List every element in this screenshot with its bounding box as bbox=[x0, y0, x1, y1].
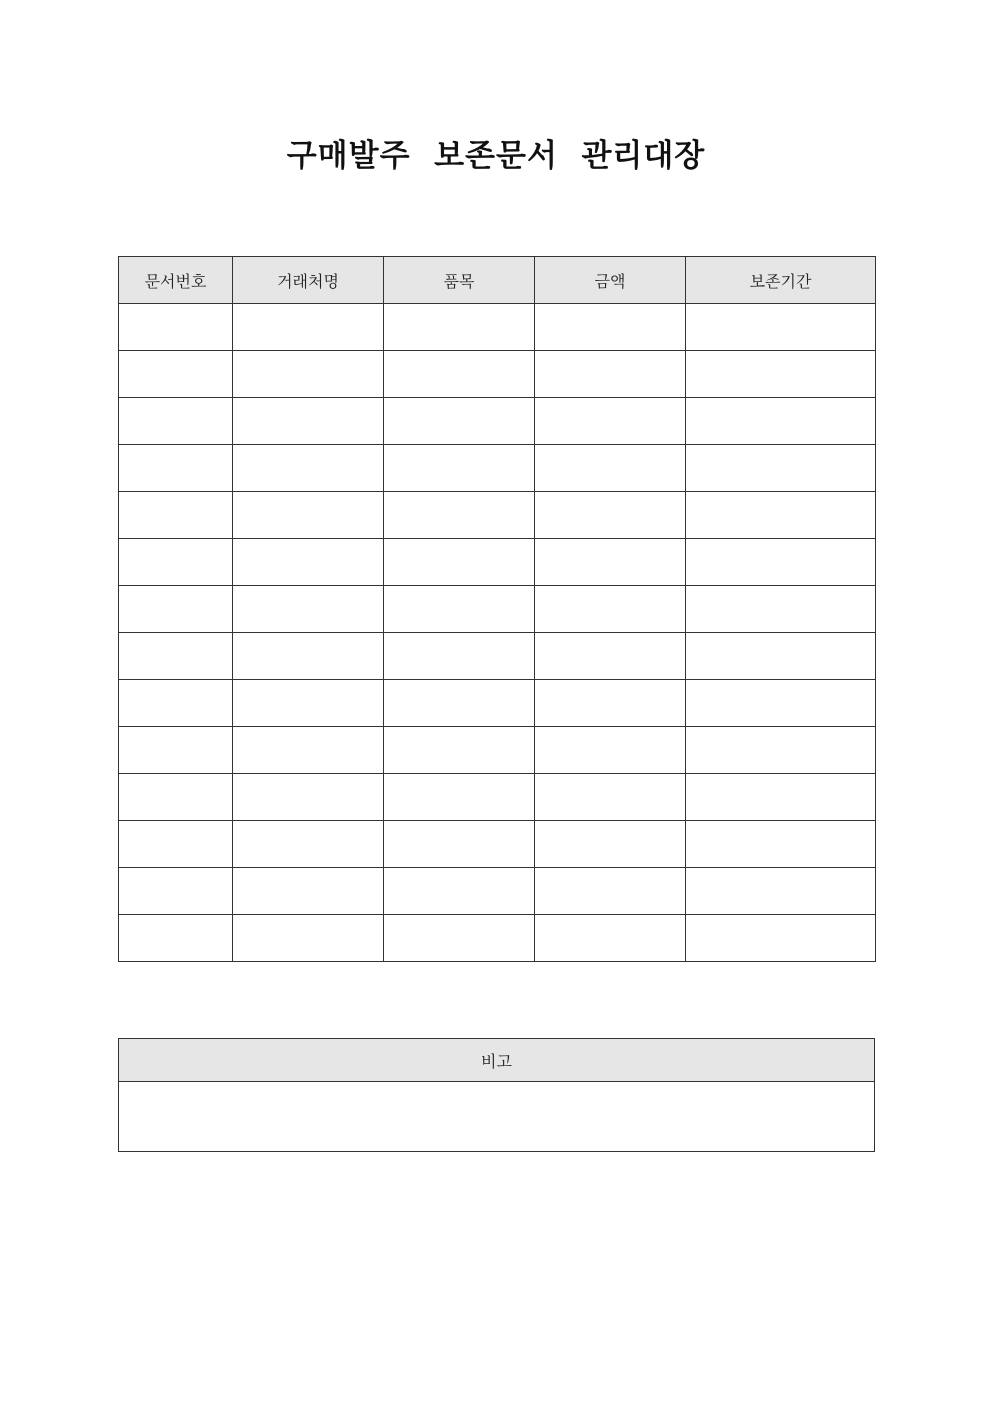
table-row bbox=[119, 304, 876, 351]
cell-document-number[interactable] bbox=[119, 304, 233, 351]
cell-amount[interactable] bbox=[535, 633, 686, 680]
header-item: 품목 bbox=[384, 257, 535, 304]
cell-item[interactable] bbox=[384, 774, 535, 821]
cell-document-number[interactable] bbox=[119, 633, 233, 680]
cell-vendor-name[interactable] bbox=[233, 398, 384, 445]
cell-document-number[interactable] bbox=[119, 774, 233, 821]
cell-document-number[interactable] bbox=[119, 821, 233, 868]
cell-item[interactable] bbox=[384, 445, 535, 492]
cell-document-number[interactable] bbox=[119, 445, 233, 492]
table-row bbox=[119, 351, 876, 398]
cell-vendor-name[interactable] bbox=[233, 915, 384, 962]
cell-document-number[interactable] bbox=[119, 539, 233, 586]
ledger-header bbox=[119, 257, 876, 304]
cell-amount[interactable] bbox=[535, 539, 686, 586]
cell-amount[interactable] bbox=[535, 915, 686, 962]
table-row bbox=[119, 680, 876, 727]
cell-document-number[interactable] bbox=[119, 915, 233, 962]
cell-amount[interactable] bbox=[535, 727, 686, 774]
cell-vendor-name[interactable] bbox=[233, 351, 384, 398]
table-row bbox=[119, 633, 876, 680]
cell-retention-period[interactable] bbox=[686, 492, 876, 539]
cell-retention-period[interactable] bbox=[686, 821, 876, 868]
ledger-body bbox=[119, 304, 876, 962]
cell-item[interactable] bbox=[384, 586, 535, 633]
cell-retention-period[interactable] bbox=[686, 868, 876, 915]
cell-item[interactable] bbox=[384, 492, 535, 539]
ledger-table bbox=[118, 256, 876, 962]
cell-item[interactable] bbox=[384, 539, 535, 586]
header-vendor-name: 거래처명 bbox=[233, 257, 384, 304]
cell-document-number[interactable] bbox=[119, 680, 233, 727]
cell-item[interactable] bbox=[384, 915, 535, 962]
cell-document-number[interactable] bbox=[119, 351, 233, 398]
cell-item[interactable] bbox=[384, 351, 535, 398]
cell-vendor-name[interactable] bbox=[233, 727, 384, 774]
table-row bbox=[119, 539, 876, 586]
cell-document-number[interactable] bbox=[119, 727, 233, 774]
cell-amount[interactable] bbox=[535, 351, 686, 398]
header-document-number: 문서번호 bbox=[119, 257, 233, 304]
cell-amount[interactable] bbox=[535, 868, 686, 915]
cell-document-number[interactable] bbox=[119, 868, 233, 915]
cell-retention-period[interactable] bbox=[686, 351, 876, 398]
cell-amount[interactable] bbox=[535, 304, 686, 351]
cell-vendor-name[interactable] bbox=[233, 868, 384, 915]
cell-item[interactable] bbox=[384, 680, 535, 727]
cell-document-number[interactable] bbox=[119, 492, 233, 539]
cell-item[interactable] bbox=[384, 727, 535, 774]
cell-vendor-name[interactable] bbox=[233, 633, 384, 680]
header-amount: 금액 bbox=[535, 257, 686, 304]
cell-retention-period[interactable] bbox=[686, 586, 876, 633]
table-row bbox=[119, 915, 876, 962]
table-row bbox=[119, 492, 876, 539]
cell-vendor-name[interactable] bbox=[233, 774, 384, 821]
cell-item[interactable] bbox=[384, 868, 535, 915]
cell-retention-period[interactable] bbox=[686, 304, 876, 351]
table-row bbox=[119, 868, 876, 915]
table-row bbox=[119, 398, 876, 445]
header-row bbox=[119, 257, 876, 304]
cell-vendor-name[interactable] bbox=[233, 304, 384, 351]
cell-retention-period[interactable] bbox=[686, 680, 876, 727]
cell-amount[interactable] bbox=[535, 774, 686, 821]
table-row bbox=[119, 727, 876, 774]
table-row bbox=[119, 774, 876, 821]
header-retention-period: 보존기간 bbox=[686, 257, 876, 304]
cell-document-number[interactable] bbox=[119, 398, 233, 445]
cell-retention-period[interactable] bbox=[686, 727, 876, 774]
cell-document-number[interactable] bbox=[119, 586, 233, 633]
cell-amount[interactable] bbox=[535, 492, 686, 539]
cell-amount[interactable] bbox=[535, 680, 686, 727]
cell-retention-period[interactable] bbox=[686, 915, 876, 962]
remarks-label: 비고 bbox=[119, 1039, 875, 1082]
page-title: 구매발주 보존문서 관리대장 bbox=[286, 138, 706, 174]
cell-amount[interactable] bbox=[535, 586, 686, 633]
cell-vendor-name[interactable] bbox=[233, 445, 384, 492]
table-row bbox=[119, 445, 876, 492]
remarks-table bbox=[118, 1038, 875, 1152]
cell-vendor-name[interactable] bbox=[233, 492, 384, 539]
cell-vendor-name[interactable] bbox=[233, 539, 384, 586]
cell-retention-period[interactable] bbox=[686, 633, 876, 680]
cell-vendor-name[interactable] bbox=[233, 821, 384, 868]
remarks-header-row bbox=[119, 1039, 875, 1082]
cell-vendor-name[interactable] bbox=[233, 586, 384, 633]
cell-retention-period[interactable] bbox=[686, 398, 876, 445]
cell-amount[interactable] bbox=[535, 821, 686, 868]
table-row bbox=[119, 821, 876, 868]
cell-vendor-name[interactable] bbox=[233, 680, 384, 727]
remarks-content-row bbox=[119, 1082, 875, 1152]
remarks-content-cell[interactable] bbox=[119, 1082, 875, 1152]
cell-retention-period[interactable] bbox=[686, 539, 876, 586]
cell-item[interactable] bbox=[384, 821, 535, 868]
cell-amount[interactable] bbox=[535, 398, 686, 445]
cell-item[interactable] bbox=[384, 633, 535, 680]
table-row bbox=[119, 586, 876, 633]
cell-item[interactable] bbox=[384, 304, 535, 351]
cell-retention-period[interactable] bbox=[686, 774, 876, 821]
cell-retention-period[interactable] bbox=[686, 445, 876, 492]
cell-item[interactable] bbox=[384, 398, 535, 445]
cell-amount[interactable] bbox=[535, 445, 686, 492]
